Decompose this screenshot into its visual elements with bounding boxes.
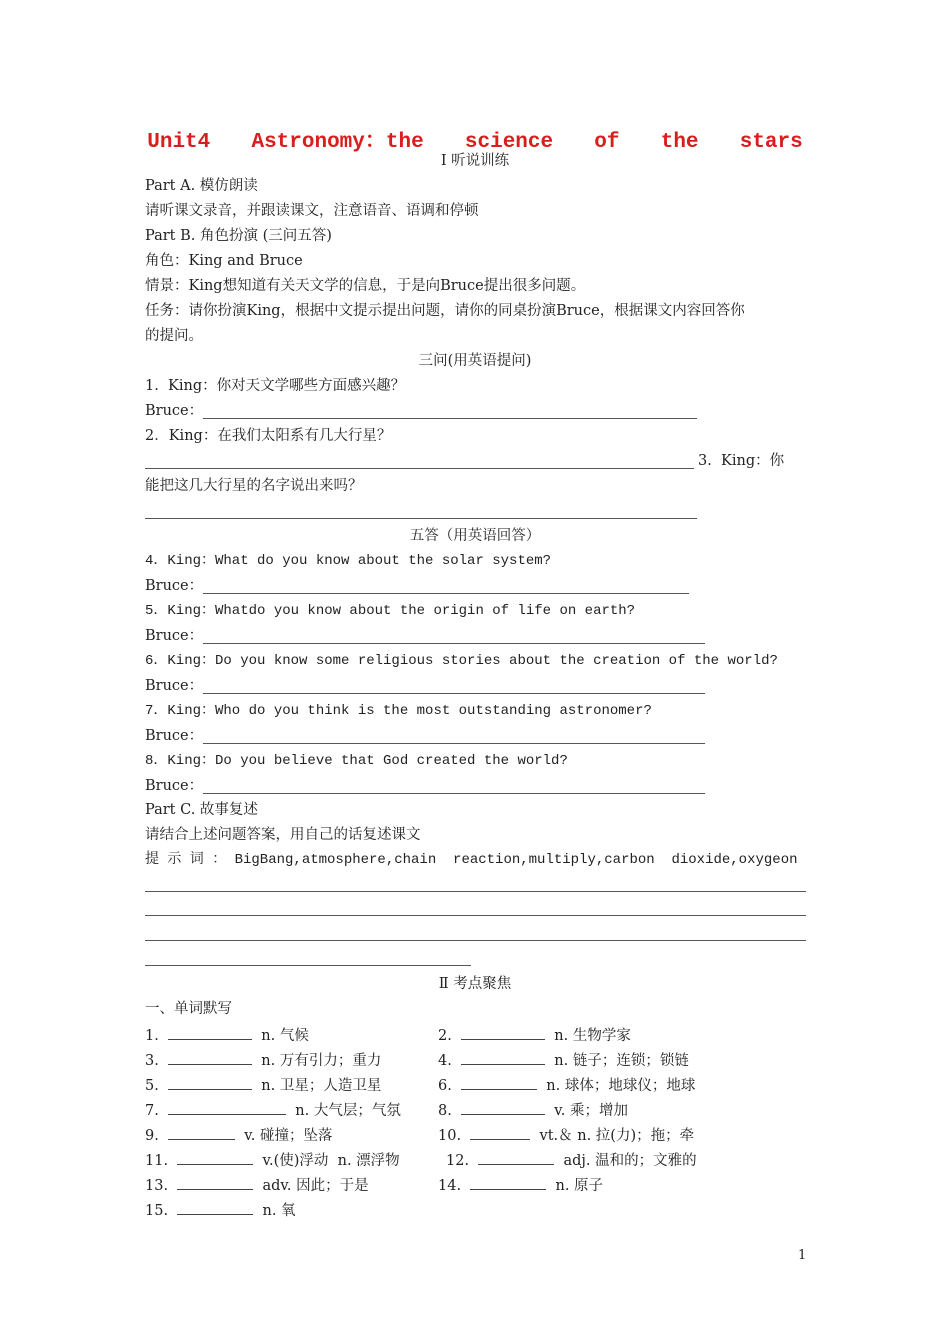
scene-text: 情景：King想知道有关天文学的信息，于是向Bruce提出很多问题。 <box>145 278 586 294</box>
retell-line-1[interactable] <box>145 891 806 892</box>
part-a-label: Part A. 模仿朗读 <box>145 178 258 194</box>
vocab-blank[interactable] <box>177 1150 253 1165</box>
vocab-item-10: 10. vt.＆ n. 拉(力)；拖；牵 <box>438 1125 694 1145</box>
vocab-item-11: 11. v.(使)浮动 n. 漂浮物 <box>145 1150 400 1170</box>
three-questions-heading: 三问(用英语提问) <box>418 353 532 369</box>
answer-line-8[interactable] <box>203 793 705 794</box>
vocab-blank[interactable] <box>470 1175 546 1190</box>
retell-line-4[interactable] <box>145 965 471 966</box>
vocab-item-7: 7. n. 大气层；气氛 <box>145 1100 401 1120</box>
vocab-blank[interactable] <box>461 1075 537 1090</box>
hint-words: 提 示 词 ： BigBang,atmosphere,chain reaction,multiply,carbon dioxide,oxygeon <box>145 852 798 868</box>
vocab-blank[interactable] <box>470 1125 530 1140</box>
answer-line-4[interactable] <box>203 593 689 594</box>
answer-line-2[interactable] <box>145 468 694 469</box>
vocab-blank[interactable] <box>461 1100 545 1115</box>
roles-text: 角色：King and Bruce <box>145 253 303 269</box>
vocab-subheading: 一、单词默写 <box>145 1001 232 1017</box>
retell-line-2[interactable] <box>145 915 806 916</box>
bruce-label: Bruce： <box>145 678 204 694</box>
vocab-blank[interactable] <box>168 1125 235 1140</box>
vocab-item-6: 6. n. 球体；地球仪；地球 <box>438 1075 695 1095</box>
part-b-label: Part B. 角色扮演 (三问五答) <box>145 228 332 244</box>
section-1-heading: I 听说训练 <box>440 153 510 169</box>
page-number: 1 <box>798 1248 807 1263</box>
bruce-label: Bruce： <box>145 578 204 594</box>
vocab-blank[interactable] <box>168 1075 252 1090</box>
question-8: 8．King：Do you believe that God created the world? <box>145 753 568 769</box>
vocab-blank[interactable] <box>168 1100 286 1115</box>
question-7: 7．King：Who do you think is the most outstanding astronomer? <box>145 703 652 719</box>
retell-line-3[interactable] <box>145 940 806 941</box>
bruce-label: Bruce： <box>145 778 204 794</box>
section-2-heading: Ⅱ 考点聚焦 <box>438 976 512 992</box>
vocab-item-1: 1. n. 气候 <box>145 1025 309 1045</box>
vocab-item-13: 13. adv. 因此；于是 <box>145 1175 369 1195</box>
question-3-start: 3. King：你 <box>698 453 785 469</box>
bruce-label: Bruce： <box>145 728 204 744</box>
vocab-blank[interactable] <box>177 1200 253 1215</box>
answer-line-1[interactable] <box>203 418 697 419</box>
question-5: 5．King：Whatdo you know about the origin of life on earth? <box>145 603 636 619</box>
answer-line-3[interactable] <box>145 518 697 519</box>
part-c-instruction: 请结合上述问题答案，用自己的话复述课文 <box>145 827 421 843</box>
vocab-blank[interactable] <box>478 1150 554 1165</box>
vocab-blank[interactable] <box>177 1175 253 1190</box>
question-4: 4．King：What do you know about the solar system? <box>145 553 552 569</box>
vocab-blank[interactable] <box>461 1025 545 1040</box>
question-2: 2．King：在我们太阳系有几大行星？ <box>145 428 392 444</box>
five-answers-heading: 五答（用英语回答） <box>409 528 541 544</box>
answer-line-7[interactable] <box>203 743 705 744</box>
answer-line-6[interactable] <box>203 693 705 694</box>
vocab-item-4: 4. n. 链子；连锁；锁链 <box>438 1050 689 1070</box>
vocab-item-15: 15. n. 氧 <box>145 1200 296 1220</box>
bruce-label: Bruce： <box>145 628 204 644</box>
part-a-instruction: 请听课文录音，并跟读课文，注意语音、语调和停顿 <box>145 203 479 219</box>
vocab-blank[interactable] <box>168 1025 252 1040</box>
task-text-line-1: 任务：请你扮演King，根据中文提示提出问题，请你的同桌扮演Bruce，根据课文内容回答你 <box>145 303 745 319</box>
vocab-blank[interactable] <box>168 1050 252 1065</box>
vocab-item-12: 12. adj. 温和的；文雅的 <box>446 1150 697 1170</box>
vocab-item-3: 3. n. 万有引力；重力 <box>145 1050 381 1070</box>
vocab-item-14: 14. n. 原子 <box>438 1175 603 1195</box>
part-c-label: Part C. 故事复述 <box>145 802 258 818</box>
answer-line-5[interactable] <box>203 643 705 644</box>
question-1: 1. King：你对天文学哪些方面感兴趣？ <box>145 378 406 394</box>
page-title: Unit4 Astronomy：the science of the stars <box>147 131 803 154</box>
vocab-item-9: 9. v. 碰撞；坠落 <box>145 1125 332 1145</box>
vocab-item-8: 8. v. 乘；增加 <box>438 1100 628 1120</box>
bruce-label: Bruce： <box>145 403 204 419</box>
vocab-item-5: 5. n. 卫星；人造卫星 <box>145 1075 381 1095</box>
question-3-end: 能把这几大行星的名字说出来吗？ <box>145 478 363 494</box>
question-6: 6．King：Do you know some religious stories about the creation of the world? <box>145 653 778 669</box>
task-text-line-2: 的提问。 <box>145 328 203 344</box>
vocab-item-2: 2. n. 生物学家 <box>438 1025 631 1045</box>
vocab-blank[interactable] <box>461 1050 545 1065</box>
